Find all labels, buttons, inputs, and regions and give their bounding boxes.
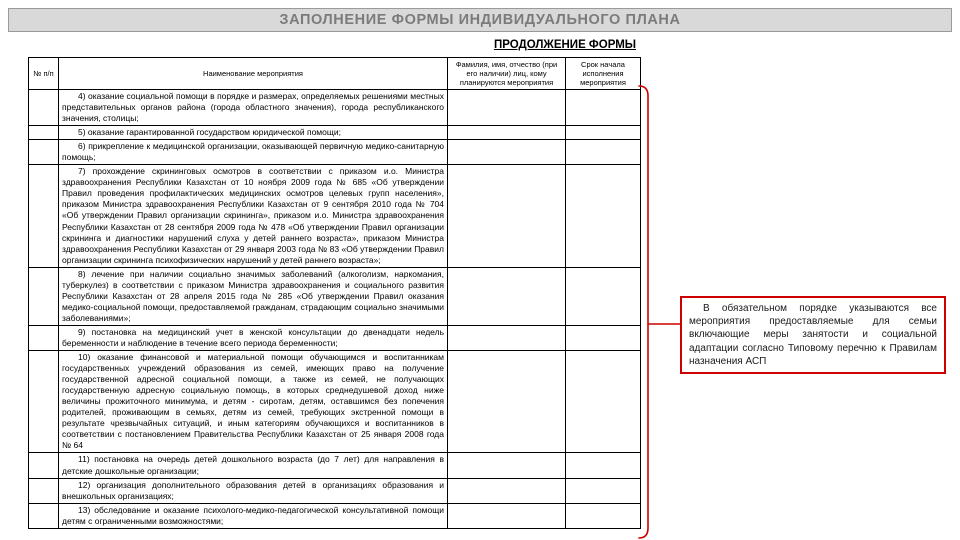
table-row xyxy=(29,503,641,528)
cell-term xyxy=(566,453,641,478)
form-continuation-heading: ПРОДОЛЖЕНИЕ ФОРМЫ xyxy=(493,39,637,51)
cell-number xyxy=(29,90,59,126)
cell-fio xyxy=(448,126,566,140)
cell-fio xyxy=(448,351,566,453)
table-header-row xyxy=(29,58,641,90)
table-row xyxy=(29,140,641,165)
cell-term xyxy=(566,90,641,126)
cell-fio xyxy=(448,90,566,126)
cell-activity: 7) прохождение скрининговых осмотров в соответствии с приказом и.о. Министра здравоохранения Республики Казахстан от 10 ноября 2009 года № 685 «Об утверждении Правил проведения профилактических медицинских осмотров целевых групп населения», приказом Министра здравоохранения Республики Казахстан от 9 сентября 2010 года № 704 «Об утверждении Правил организации скрининга», приказом и.о. Министра здравоохранения Республики Казахстан от 28 сентября 2009 года № 478 «Об утверждении Правил организации скрининга и диагностики нарушений слуха у детей раннего возраста», приказом Министра здравоохранения Республики Казахстан от 29 января 2003 года № 83 «Об утверждении Правил организации скрининга психофизических нарушений у детей раннего возраста»; xyxy=(59,165,448,267)
table-row xyxy=(29,478,641,503)
table-row xyxy=(29,267,641,325)
cell-activity: 13) обследование и оказание психолого-медико-педагогической консультативной помощи детям с ограниченными возможностями; xyxy=(59,503,448,528)
cell-term xyxy=(566,165,641,267)
red-brace-connector xyxy=(638,84,684,540)
cell-activity: 11) постановка на очередь детей дошкольного возраста (до 7 лет) для направления в детские дошкольные организации; xyxy=(59,453,448,478)
cell-term xyxy=(566,503,641,528)
cell-activity: 9) постановка на медицинский учет в женской консультации до двенадцати недель беременности и наблюдение в течение всего периода беременности; xyxy=(59,325,448,350)
column-header-number: № п/п xyxy=(29,58,59,90)
cell-fio xyxy=(448,325,566,350)
cell-number xyxy=(29,453,59,478)
cell-number xyxy=(29,325,59,350)
cell-activity: 6) прикрепление к медицинской организации, оказывающей первичную медико-санитарную помощь; xyxy=(59,140,448,165)
table-row xyxy=(29,165,641,267)
cell-number xyxy=(29,140,59,165)
cell-number xyxy=(29,503,59,528)
cell-number xyxy=(29,126,59,140)
individual-plan-table xyxy=(28,57,641,529)
column-header-fio: Фамилия, имя, отчество (при его наличии) лиц, кому планируются мероприятия xyxy=(448,58,566,90)
title-bar xyxy=(8,8,952,32)
cell-term xyxy=(566,267,641,325)
cell-activity: 5) оказание гарантированной государством юридической помощи; xyxy=(59,126,448,140)
cell-fio xyxy=(448,503,566,528)
cell-number xyxy=(29,267,59,325)
cell-activity: 10) оказание финансовой и материальной помощи обучающимся и воспитанникам государственных учреждений образования из семей, имеющих право на получение государственной адресной социальной помощи, а также из семей, не получающих государственную адресную социальную помощь, в которых среднедушевой доход ниже величины прожиточного минимума, и детям - сиротам, детям, оставшимся без попечения родителей, проживающим в семьях, детям из семей, требующих экстренной помощи в результате чрезвычайных ситуаций, и иным категориям обучающихся и воспитанников в соответствии с постановлением Правительства Республики Казахстан от 25 января 2008 года № 64 xyxy=(59,351,448,453)
cell-fio xyxy=(448,267,566,325)
cell-fio xyxy=(448,140,566,165)
cell-number xyxy=(29,478,59,503)
table-row xyxy=(29,351,641,453)
table-row xyxy=(29,453,641,478)
callout-note xyxy=(680,296,946,374)
cell-term xyxy=(566,325,641,350)
table-row xyxy=(29,325,641,350)
page-title: ЗАПОЛНЕНИЕ ФОРМЫ ИНДИВИДУАЛЬНОГО ПЛАНА xyxy=(279,12,681,28)
cell-fio xyxy=(448,165,566,267)
cell-activity: 12) организация дополнительного образования детей в организациях образования и внешкольных организациях; xyxy=(59,478,448,503)
column-header-term: Срок начала исполнения мероприятия xyxy=(566,58,641,90)
column-header-activity: Наименование мероприятия xyxy=(59,58,448,90)
cell-activity: 4) оказание социальной помощи в порядке и размерах, определяемых решениями местных представительных органов района (города областного значения), города республиканского значения, столицы; xyxy=(59,90,448,126)
cell-number xyxy=(29,165,59,267)
callout-text: В обязательном порядке указываются все мероприятия предоставляемые для семьи включающие меры занятости и социальной адаптации согласно Типовому перечню к Правилам назначения АСП xyxy=(689,303,937,367)
cell-activity: 8) лечение при наличии социально значимых заболеваний (алкоголизм, наркомания, туберкулез) в соответствии с приказом Министра здравоохранения и социального развития Республики Казахстан от 28 апреля 2015 года № 285 «Об утверждении Правил оказания медико-социальной помощи, предоставляемой гражданам, страдающим социально значимыми заболеваниями»; xyxy=(59,267,448,325)
cell-term xyxy=(566,126,641,140)
cell-term xyxy=(566,351,641,453)
cell-fio xyxy=(448,453,566,478)
table-row xyxy=(29,126,641,140)
cell-term xyxy=(566,478,641,503)
cell-number xyxy=(29,351,59,453)
table-row xyxy=(29,90,641,126)
cell-fio xyxy=(448,478,566,503)
cell-term xyxy=(566,140,641,165)
